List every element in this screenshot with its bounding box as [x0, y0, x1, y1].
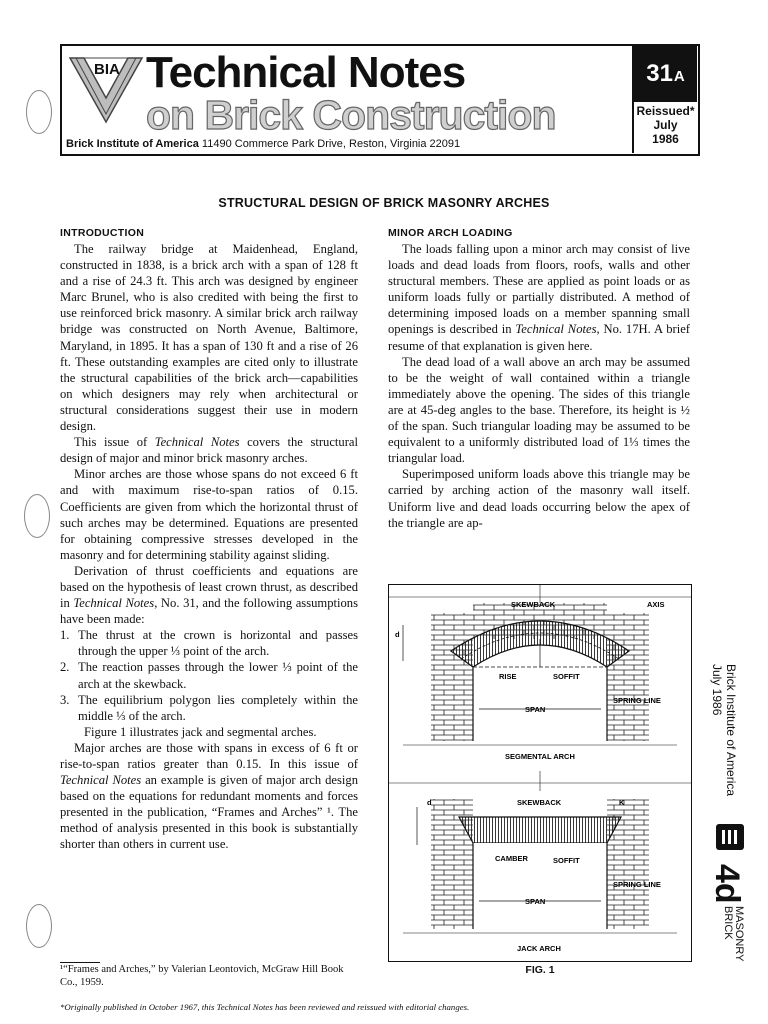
- label-spring-line: SPRING LINE: [613, 696, 661, 705]
- text-run: This issue of: [74, 435, 155, 450]
- punch-hole-top: [26, 90, 52, 134]
- footnote: ¹“Frames and Arches,” by Valerian Leontovich, McGraw Hill Book Co., 1959.: [60, 964, 344, 988]
- right-column: [388, 226, 690, 531]
- intro-paragraph-1: The railway bridge at Maidenhead, England, constructed in 1838, is a brick arch with a span of 128 ft and a rise of 24.3 ft. This arch was designed by engineer Marc Brunel, who is also credited with being the first to use reinforced brick masonry. A similar brick arch railway bridge was constructed on North Avenue, Baltimore, Maryland, in 1895. It has a span of 130 ft and a rise of 26 ft. These outstanding examples are cited only to illustrate the structural capabilities of the brick arch—capabilities on which designers may rely when architectural or structural considerations suggest their use in modern design.: [60, 242, 358, 434]
- issue-panel: [634, 46, 697, 153]
- org-address: 11490 Commerce Park Drive, Reston, Virginia 22091: [198, 138, 461, 150]
- label-k: K: [619, 798, 625, 807]
- minor-arch-loading-heading: MINOR ARCH LOADING: [388, 227, 513, 239]
- introduction-heading: INTRODUCTION: [60, 227, 145, 239]
- label-skewback: SKEWBACK: [511, 600, 556, 609]
- masthead: [60, 44, 700, 156]
- title-line-2: on Brick Construction: [146, 92, 556, 138]
- loading-paragraph-1: [388, 241, 690, 354]
- text-run: The loads falling upon a minor arch may consist of live loads and dead loads from floors, roofs, walls and other structural members. These are applied as point loads or as uniform loads fully or partially distributed. A method of determining imposed loads on a member spanning small openings is described in: [388, 242, 690, 337]
- label-soffit: SOFFIT: [553, 856, 580, 865]
- list-text: The thrust at the crown is horizontal and passes through the upper ⅓ point of the arch.: [78, 628, 358, 659]
- reissued-year: 1986: [652, 132, 679, 146]
- intro-paragraph-3: Minor arches are those whose spans do not exceed 6 ft and with maximum rise-to-span ratios of 0.15. Coefficients are given from which the horizontal thrust of such arches may be determined. Equations are presented for obtaining compressive stresses developed in the masonry and for determining stability against sliding.: [60, 467, 358, 562]
- loading-paragraph-2: The dead load of a wall above an arch may be assumed to be the weight of wall contained within a triangle immediately above the opening. The sides of this triangle are at 45-deg angles to the base. Therefore, its height is ½ of the span. Such triangular loading may be assumed to be equivalent to a uniformly distributed load of 1⅓ times the triangular load.: [388, 354, 690, 466]
- logo-text: BIA: [94, 61, 120, 78]
- list-item: [60, 659, 358, 691]
- arch-diagram: [389, 585, 691, 961]
- org-name: Brick Institute of America: [66, 138, 199, 150]
- list-number: 2.: [60, 660, 70, 675]
- reissue-info: [634, 104, 697, 146]
- italic-run: Technical Notes: [60, 773, 142, 788]
- intro-paragraph-5: Figure 1 illustrates jack and segmental arches.: [84, 724, 317, 739]
- right-wall: [607, 613, 649, 741]
- category-line-1: MASONRY: [733, 906, 745, 962]
- issue-number-box: [634, 46, 697, 102]
- intro-paragraph-4: [60, 563, 358, 627]
- text-run: , No. 31, and the following assumptions have been made:: [60, 596, 358, 627]
- italic-run: Technical Notes: [73, 596, 155, 611]
- italic-run: Technical Notes: [154, 435, 240, 450]
- text-run: , No. 17H. A brief resume of that explanation is given here.: [388, 322, 690, 353]
- jack-arch-caption: JACK ARCH: [517, 944, 561, 953]
- label-skewback: SKEWBACK: [517, 798, 562, 807]
- masthead-main: [62, 46, 634, 153]
- left-wall: [431, 613, 473, 741]
- issue-suffix: A: [673, 67, 685, 85]
- footnote-divider: [60, 962, 100, 963]
- sidebar-org-date: [710, 664, 738, 796]
- label-camber: CAMBER: [495, 854, 528, 863]
- intro-paragraph-6: [60, 740, 358, 853]
- label-soffit: SOFFIT: [553, 672, 580, 681]
- title-line-1: Technical Notes: [146, 48, 466, 97]
- label-d: d: [395, 630, 400, 639]
- label-span: SPAN: [525, 705, 546, 714]
- list-text: The reaction passes through the lower ⅓ point of the arch at the skewback.: [78, 660, 358, 691]
- segmental-arch-drawing: [389, 585, 691, 761]
- reissue-note: *Originally published in October 1967, this Technical Notes has been reviewed and reissued with editorial changes.: [60, 1002, 470, 1012]
- document-title: STRUCTURAL DESIGN OF BRICK MASONRY ARCHES: [218, 196, 550, 210]
- segmental-arch-caption: SEGMENTAL ARCH: [505, 752, 575, 761]
- jack-arch-voussoirs: [459, 817, 621, 843]
- figure-label: FIG. 1: [525, 964, 555, 976]
- jack-arch-drawing: [389, 771, 691, 953]
- list-text: The equilibrium polygon lies completely within the middle ⅓ of the arch.: [78, 692, 358, 723]
- list-number: 3.: [60, 692, 70, 707]
- sidebar-date: July 1986: [710, 664, 724, 716]
- list-item: [60, 627, 358, 659]
- punch-hole-middle: [24, 494, 50, 538]
- label-rise: RISE: [499, 672, 517, 681]
- label-span: SPAN: [525, 897, 546, 906]
- sidebar-org: Brick Institute of America: [724, 664, 738, 797]
- label-d: d: [427, 798, 432, 807]
- reissued-month: July: [653, 118, 678, 132]
- assumptions-list: [60, 627, 358, 724]
- text-run: covers the structural design of major and minor brick masonry arches.: [60, 435, 359, 466]
- text-run: Major arches are those with spans in excess of 6 ft or rise-to-span ratios greater than 0.15. In this issue of: [60, 740, 358, 771]
- reissued-label: Reissued*: [636, 104, 695, 118]
- bia-logo-icon: [68, 52, 144, 128]
- italic-run: Technical Notes: [515, 322, 597, 337]
- filing-icon: [716, 824, 744, 850]
- list-item: [60, 692, 358, 724]
- left-column: [60, 226, 358, 853]
- loading-paragraph-3: Superimposed uniform loads above this triangle may be carried by arching action of the masonry wall itself. Uniform live and dead loads occurring below the apex of the triangle are ap-: [388, 467, 690, 530]
- opening: [473, 843, 607, 929]
- label-spring-line: SPRING LINE: [613, 880, 661, 889]
- figure-1: [388, 584, 692, 962]
- intro-paragraph-2: [60, 434, 358, 466]
- label-axis: AXIS: [647, 600, 665, 609]
- category-line-2: BRICK: [722, 906, 734, 940]
- issue-number: 31: [646, 60, 673, 87]
- list-number: 1.: [60, 628, 70, 643]
- text-run: an example is given of major arch design based on the equations for redundant moments and forces presented in the publication, “Frames and Arches” ¹. The method of analysis presented in this book is substantially shorter than others in current use.: [60, 773, 359, 852]
- address-line: [66, 138, 460, 150]
- filing-code: 4d: [708, 864, 746, 904]
- punch-hole-bottom: [26, 904, 52, 948]
- filing-category: [722, 906, 744, 961]
- text-run: Derivation of thrust coefficients and equations are based on the hypothesis of least crown thrust, as described in: [60, 563, 358, 611]
